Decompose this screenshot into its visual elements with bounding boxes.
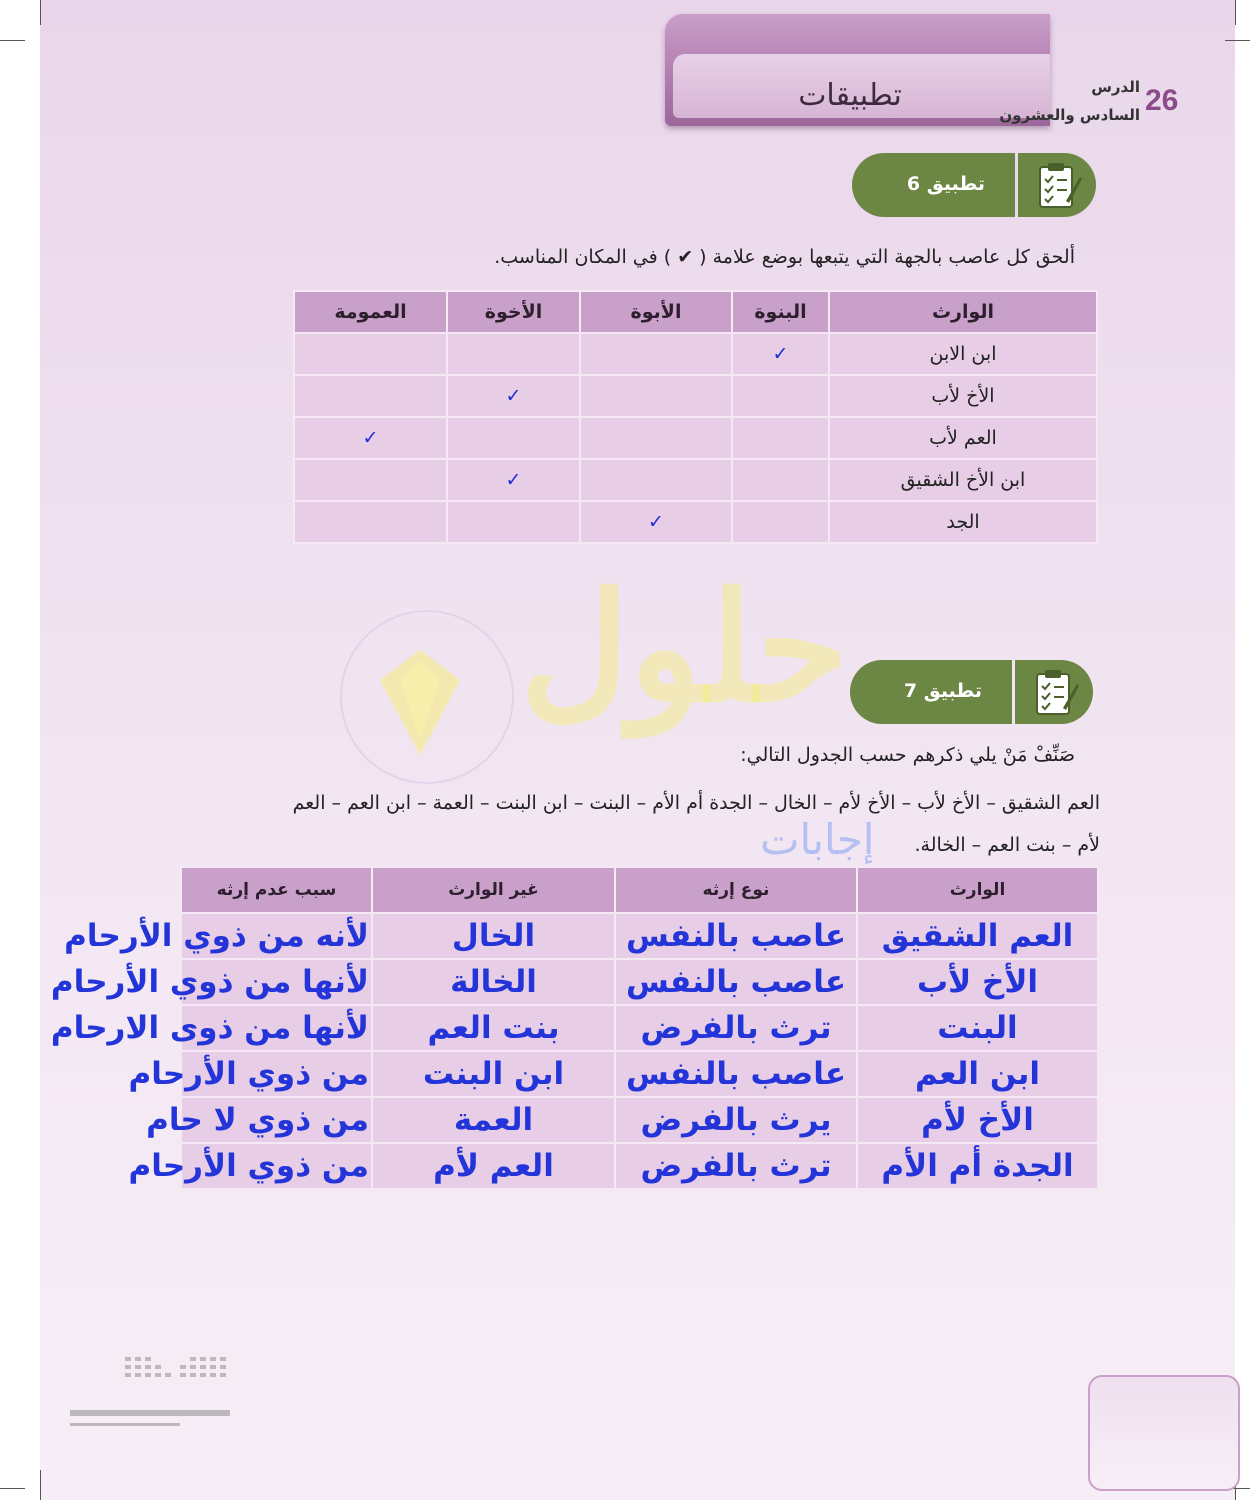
heir-answer: الأخ لأم	[857, 1097, 1098, 1143]
check-mark: ✓	[732, 333, 829, 375]
inheritance-type-answer: ترث بالفرض	[615, 1005, 857, 1051]
non-heir-answer: بنت العم	[372, 1005, 615, 1051]
inheritance-type-answer: ترث بالفرض	[615, 1143, 857, 1189]
heir-name: ابن الأخ الشقيق	[829, 459, 1097, 501]
application-7-label: تطبيق 7	[903, 680, 982, 702]
clipboard-icon	[1015, 660, 1093, 724]
application-7-table	[50, 866, 1099, 1190]
table-row	[294, 501, 1097, 543]
check-cell	[447, 501, 580, 543]
ministry-logo	[70, 1355, 240, 1435]
reason-answer: من ذوي الأرحام	[181, 1051, 372, 1097]
column-header-fatherhood: الأبوة	[580, 291, 732, 333]
non-heir-answer: العمة	[372, 1097, 615, 1143]
non-heir-answer: الخالة	[372, 959, 615, 1005]
reason-answer: لأنها من ذوى الارحام	[181, 1005, 372, 1051]
corner-decoration	[1088, 1375, 1240, 1491]
column-header-brotherhood: الأخوة	[447, 291, 580, 333]
check-cell	[294, 459, 447, 501]
heir-name: ابن الابن	[829, 333, 1097, 375]
check-cell	[447, 333, 580, 375]
column-header-inheritance-type: نوع إرثه	[615, 867, 857, 913]
table-row	[181, 1143, 1098, 1189]
application-6-badge	[852, 153, 1015, 217]
crop-mark	[1225, 40, 1250, 41]
table-row	[294, 417, 1097, 459]
column-header-unclehood: العمومة	[294, 291, 447, 333]
check-cell	[732, 501, 829, 543]
application-7-instruction: صَنِّفْ مَنْ يلي ذكرهم حسب الجدول التالي:	[740, 744, 1075, 766]
non-heir-answer: العم لأم	[372, 1143, 615, 1189]
table-row	[294, 375, 1097, 417]
crop-mark	[1235, 0, 1236, 25]
check-cell	[294, 333, 447, 375]
watermark-gem-icon	[370, 640, 470, 760]
watermark-subtext: إجابات	[760, 815, 875, 864]
check-cell	[580, 417, 732, 459]
heir-answer: الجدة أم الأم	[857, 1143, 1098, 1189]
check-cell	[732, 375, 829, 417]
column-header-heir: الوارث	[857, 867, 1098, 913]
heirs-list-line-1: العم الشقيق – الأخ لأب – الأخ لأم – الخال – الجدة أم الأم – البنت – ابن البنت – العمة – ابن العم – العم	[292, 792, 1100, 814]
heir-answer: البنت	[857, 1005, 1098, 1051]
table-row	[181, 913, 1098, 959]
check-cell	[580, 333, 732, 375]
watermark-text: حلول	[520, 560, 849, 736]
column-header-sonship: البنوة	[732, 291, 829, 333]
inheritance-type-answer: عاصب بالنفس	[615, 959, 857, 1005]
lesson-name: السادس والعشرون	[999, 106, 1140, 124]
table-row	[181, 959, 1098, 1005]
crop-mark	[40, 0, 41, 25]
crop-mark	[0, 1488, 25, 1489]
crop-mark	[0, 40, 25, 41]
column-header-non-heir: غير الوارث	[372, 867, 615, 913]
non-heir-answer: ابن البنت	[372, 1051, 615, 1097]
page-title: تطبيقات	[798, 78, 902, 113]
table-row	[181, 1005, 1098, 1051]
table-header-row	[294, 291, 1097, 333]
column-header-reason: سبب عدم إرثه	[181, 867, 372, 913]
table-row	[294, 459, 1097, 501]
reason-answer: لأنه من ذوي الأرحام	[181, 913, 372, 959]
application-6-instruction: ألحق كل عاصب بالجهة التي يتبعها بوضع علامة ( ✔ ) في المكان المناسب.	[494, 246, 1075, 268]
table-row	[181, 1051, 1098, 1097]
heir-answer: ابن العم	[857, 1051, 1098, 1097]
check-cell	[580, 459, 732, 501]
inheritance-type-answer: يرث بالفرض	[615, 1097, 857, 1143]
reason-answer: من ذوي لا حام	[181, 1097, 372, 1143]
column-header-heir: الوارث	[829, 291, 1097, 333]
inheritance-type-answer: عاصب بالنفس	[615, 913, 857, 959]
reason-answer: من ذوي الأرحام	[181, 1143, 372, 1189]
check-cell	[447, 417, 580, 459]
check-mark: ✓	[580, 501, 732, 543]
heirs-list-line-2: لأم – بنت العم – الخالة.	[914, 834, 1100, 856]
reason-answer: لأنها من ذوي الأرحام	[181, 959, 372, 1005]
check-cell	[732, 459, 829, 501]
application-7-badge	[850, 660, 1012, 724]
heir-answer: الأخ لأب	[857, 959, 1098, 1005]
heir-name: الأخ لأب	[829, 375, 1097, 417]
crop-mark	[40, 1470, 41, 1500]
check-mark: ✓	[294, 417, 447, 459]
application-6-table	[293, 290, 1098, 544]
check-cell	[732, 417, 829, 459]
clipboard-icon	[1018, 153, 1096, 217]
heir-name: الجد	[829, 501, 1097, 543]
check-cell	[580, 375, 732, 417]
lesson-number: 26	[1145, 84, 1179, 117]
check-mark: ✓	[447, 459, 580, 501]
table-header-row	[181, 867, 1098, 913]
inheritance-type-answer: عاصب بالنفس	[615, 1051, 857, 1097]
application-6-label: تطبيق 6	[906, 173, 985, 195]
table-row	[181, 1097, 1098, 1143]
heir-answer: العم الشقيق	[857, 913, 1098, 959]
table-row	[294, 333, 1097, 375]
lesson-label: الدرس	[1091, 78, 1140, 96]
check-cell	[294, 375, 447, 417]
check-mark: ✓	[447, 375, 580, 417]
non-heir-answer: الخال	[372, 913, 615, 959]
check-cell	[294, 501, 447, 543]
heir-name: العم لأب	[829, 417, 1097, 459]
